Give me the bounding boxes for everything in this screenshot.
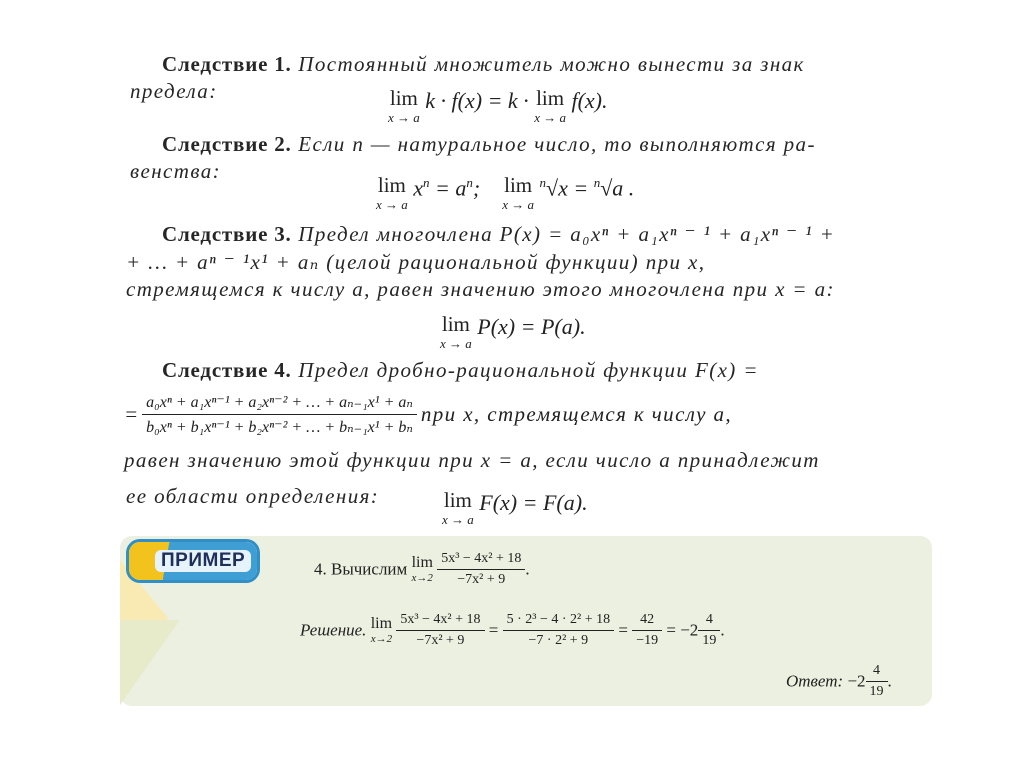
corollary-2-line-2: венства: bbox=[130, 159, 222, 183]
example-solution: Решение. lim x→2 $\frac{\text{5x³ − 4x² + 18}}{\text{−7x² + 9}}$ = $\frac{\text{5 · 2³ − 4 · 2² + 18}}{\text{−7 · 2² + 9}}$ = $\frac{42}{-19}$ = −2 $\frac{4}{19}$ . bbox=[300, 612, 725, 648]
example-answer: Ответ: −2 $\frac{4}{19}$ . bbox=[786, 663, 892, 699]
corollary-3-heading: Следствие 3. bbox=[162, 222, 292, 246]
corollary-2-formula: lim x → a $x^n = a^n$; lim x → a $^n$√x = $^n$√a . bbox=[376, 173, 635, 212]
corollary-1-formula: lim x → a k · f(x) = k · lim x → a f(x). bbox=[388, 86, 608, 125]
corollary-2-text: Если n — натуральное число, то выполняются ра- bbox=[298, 132, 816, 156]
corollary-4-line-3: равен значению этой функции при x = a, если число a принадлежит bbox=[124, 448, 820, 472]
corollary-3-line-1 bbox=[162, 222, 835, 247]
corollary-1-line-2: предела: bbox=[130, 79, 218, 103]
rational-function-fraction: $\frac{\text{a₀xⁿ + a₁xⁿ⁻¹ + a₂xⁿ⁻² + … + aₙ₋₁x¹ + aₙ}}{\text{b₀xⁿ + b₁xⁿ⁻¹ + b₂xⁿ⁻² + … + bₙ₋₁x¹ + bₙ}}$ bbox=[142, 392, 417, 437]
corollary-2-line-1 bbox=[162, 132, 816, 157]
corollary-4-line-1 bbox=[162, 358, 759, 383]
corollary-4-line-4: ее области определения: bbox=[126, 484, 380, 508]
corollary-3-line-3: стремящемся к числу a, равен значению этого многочлена при x = a: bbox=[126, 277, 835, 301]
task-fraction: $\frac{\text{5x³ − 4x² + 18}}{\text{−7x² + 9}}$ bbox=[437, 551, 525, 588]
corollary-4-heading: Следствие 4. bbox=[162, 358, 292, 382]
corollary-3-formula: lim x → a P(x) = P(a). bbox=[440, 312, 586, 351]
corollary-4-fraction-line: = $\frac{\text{a₀xⁿ + a₁xⁿ⁻¹ + a₂xⁿ⁻² + … + aₙ₋₁x¹ + aₙ}}{\text{b₀xⁿ + b₁xⁿ⁻¹ + b₂xⁿ⁻² + … + bₙ₋₁x¹ + bₙ}}$ при x, стремящемся к числу a, bbox=[124, 394, 732, 436]
corollary-4-formula: lim x → a F(x) = F(a). bbox=[442, 488, 588, 527]
corollary-1-heading: Следствие 1. bbox=[162, 52, 292, 76]
corollary-4-text: Предел дробно-рациональной функции F(x) = bbox=[298, 358, 759, 382]
corollary-1-text: Постоянный множитель можно вынести за знак bbox=[298, 52, 805, 76]
corollary-2-heading: Следствие 2. bbox=[162, 132, 292, 156]
decorative-triangle bbox=[120, 620, 180, 705]
corollary-1-line-1 bbox=[162, 52, 805, 77]
corollary-3-line-2: + … + aⁿ ⁻ ¹x¹ + aₙ (целой рациональной функции) при x, bbox=[126, 250, 706, 274]
corollary-3-text: Предел многочлена P(x) = a₀xⁿ + a₁xⁿ ⁻ ¹ + a₁xⁿ ⁻ ¹ + bbox=[298, 222, 836, 246]
example-badge: ПРИМЕР bbox=[126, 539, 260, 583]
example-task: 4. Вычислим lim x→2 $\frac{\text{5x³ − 4x² + 18}}{\text{−7x² + 9}}$ . bbox=[314, 551, 530, 587]
